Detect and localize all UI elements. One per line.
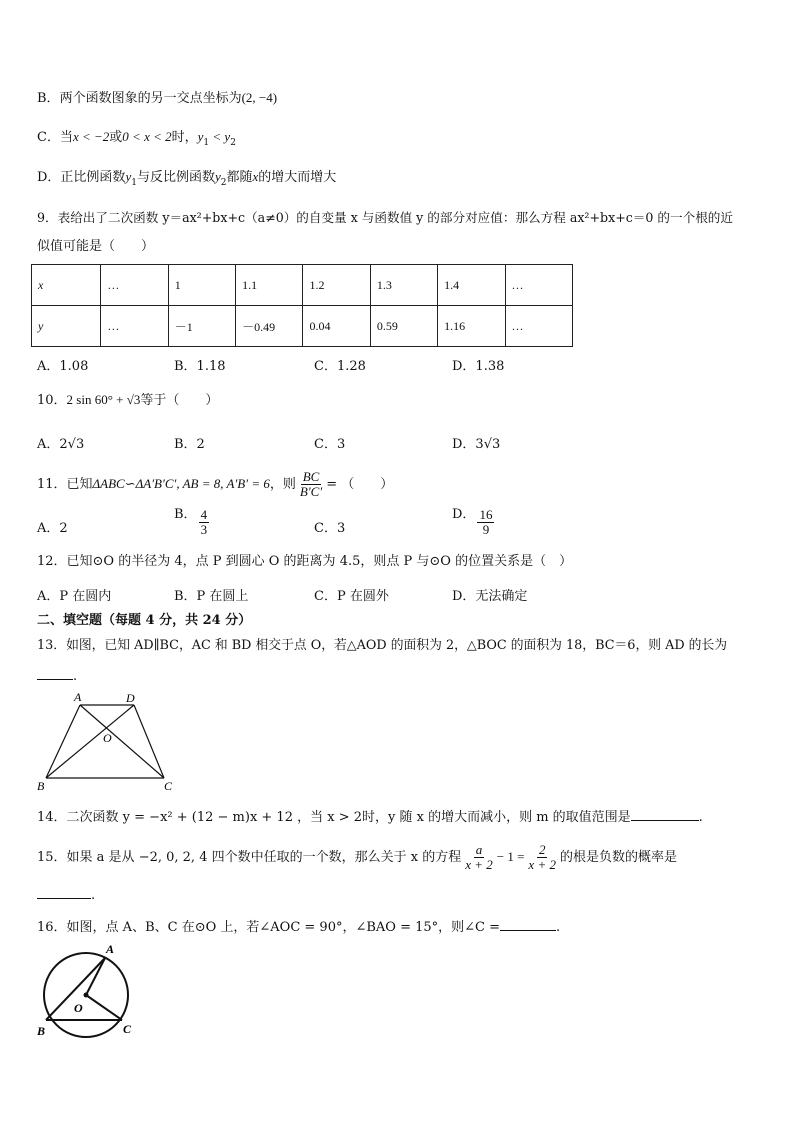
- fraction-numerator: 2: [538, 842, 546, 857]
- choice-c: C．3: [314, 437, 346, 452]
- q8-option-c: [37, 128, 236, 152]
- subscript: 2: [230, 138, 236, 148]
- punctuation: .: [556, 920, 561, 935]
- choice-c: C．1.28: [314, 359, 366, 374]
- choice-b: B．1.18: [174, 359, 226, 374]
- math-expression: ΔABC∽ΔA′B′C′, AB = 8, A′B′ = 6: [92, 476, 270, 491]
- segment-dc: [134, 705, 164, 778]
- fraction: [199, 508, 210, 537]
- math-variable: y: [214, 169, 221, 184]
- table-cell: 1.3: [370, 265, 437, 306]
- table-cell: 1.1: [236, 265, 303, 306]
- table-cell: …: [505, 265, 572, 306]
- math-variable: y: [197, 129, 204, 144]
- question-text: 16．如图，点 A、B、C 在⊙O 上，若∠AOC = 90°，∠BAO = 15°，则∠C =: [37, 920, 501, 935]
- choice-d: D．无法确定: [452, 589, 528, 604]
- table-cell: y: [32, 306, 101, 347]
- choice-b: B．2: [174, 437, 205, 452]
- question-text: 14．二次函数 y = −x² + (12 − m)x + 12 ，当 x > 2时，y 随 x 的增大而减小，则 m 的取值范围是: [37, 810, 631, 825]
- punctuation: .: [73, 669, 78, 684]
- segment-ac: [80, 705, 164, 778]
- segment-bd: [46, 705, 134, 778]
- subscript: 1: [203, 138, 210, 148]
- option-label: D．正比例函数: [37, 170, 126, 185]
- table-cell: 1: [168, 265, 235, 306]
- question-text: = （ ）: [326, 477, 394, 492]
- choice-a: A．P 在圆内: [37, 589, 112, 604]
- table-cell: 0.59: [370, 306, 437, 347]
- choice-b: B．P 在圆上: [174, 589, 249, 604]
- option-text: 或: [109, 130, 123, 145]
- choice-c: C．P 在圆外: [314, 589, 389, 604]
- table-cell: …: [101, 265, 168, 306]
- table-cell: －0.49: [236, 306, 303, 347]
- punctuation: .: [91, 888, 96, 903]
- math-expression: < y: [209, 129, 231, 144]
- fraction-denominator: 9: [482, 522, 490, 537]
- option-label: B．: [174, 507, 197, 522]
- label-d: D: [126, 691, 135, 705]
- label-b: B: [37, 1024, 46, 1038]
- section-heading: 二、填空题（每题 4 分，共 24 分）: [37, 613, 252, 628]
- option-label: C．当: [37, 130, 73, 145]
- label-o: O: [103, 731, 112, 745]
- choice-d: D．1.38: [452, 359, 505, 374]
- math-expression: − 1 =: [496, 849, 525, 864]
- fraction-denominator: B′C′: [299, 484, 323, 499]
- q16-stem: [37, 918, 560, 937]
- fraction-denominator: 3: [200, 522, 208, 537]
- fraction-numerator: 4: [200, 507, 208, 522]
- table-row-y: [32, 306, 573, 347]
- table-cell: 1.16: [438, 306, 505, 347]
- fraction-numerator: BC: [302, 469, 320, 484]
- fraction-denominator: x + 2: [528, 857, 556, 872]
- q10-stem: [37, 391, 218, 410]
- option-text: 两个函数图象的另一交点坐标为: [59, 91, 242, 106]
- option-label: D．: [452, 507, 476, 522]
- question-text: ，则: [269, 477, 296, 492]
- table-cell: x: [32, 265, 101, 306]
- option-label: B．: [37, 91, 60, 106]
- point-coordinate: (2, −4): [241, 90, 278, 105]
- option-text: 时，: [171, 130, 198, 145]
- choice-d: D．3√3: [452, 437, 501, 452]
- q15-answer-line: [37, 886, 95, 905]
- q13-answer-line: [37, 667, 77, 686]
- answer-blank: [500, 918, 556, 931]
- q11-stem: [37, 466, 393, 503]
- table-cell: 1.2: [303, 265, 370, 306]
- label-c: C: [123, 1022, 132, 1036]
- math-expression: 0 < x < 2: [122, 129, 172, 144]
- answer-blank: [631, 808, 699, 821]
- answer-blank: [37, 667, 73, 680]
- label-a: A: [106, 942, 115, 956]
- option-text: 与反比例函数: [136, 170, 215, 185]
- math-expression: x < −2: [72, 129, 110, 144]
- segment-ab: [46, 705, 80, 778]
- option-text: 都随: [226, 170, 253, 185]
- answer-blank: [37, 886, 91, 899]
- segment-oc: [86, 995, 122, 1020]
- fraction-numerator: a: [475, 842, 483, 857]
- q8-option-b: [37, 89, 277, 108]
- q14-stem: [37, 808, 703, 827]
- math-variable: y: [125, 169, 132, 184]
- punctuation: .: [698, 810, 703, 825]
- choice-c: C．3: [314, 521, 346, 536]
- math-variable: x: [252, 169, 259, 184]
- question-text: 等于（ ）: [140, 393, 219, 408]
- table-cell: －1: [168, 306, 235, 347]
- choice-b: [174, 508, 211, 537]
- table-cell: …: [101, 306, 168, 347]
- option-text: 的增大而增大: [258, 170, 337, 185]
- question-text: 15．如果 a 是从 −2, 0, 2, 4 四个数中任取的一个数，那么关于 x 的方程: [37, 850, 462, 865]
- q8-option-d: [37, 168, 336, 192]
- q16-circle-figure: [34, 940, 144, 1040]
- q12-stem: 12．已知⊙O 的半径为 4，点 P 到圆心 O 的距离为 4.5，则点 P 与⊙O 的位置关系是（ ）: [37, 554, 573, 569]
- fraction-denominator: x + 2: [465, 857, 493, 872]
- q9-stem-line1: 9．表给出了二次函数 y＝ax²+bx+c（a≠0）的自变量 x 与函数值 y 的部分对应值：那么方程 ax²+bx+c＝0 的一个根的近: [37, 210, 733, 225]
- fraction: [463, 843, 495, 872]
- label-b: B: [37, 779, 45, 793]
- fraction-numerator: 16: [479, 507, 493, 522]
- q13-trapezoid-figure: [34, 688, 184, 796]
- fraction: [298, 470, 324, 499]
- table-cell: 0.04: [303, 306, 370, 347]
- subscript: 1: [131, 178, 137, 188]
- label-o: O: [74, 1001, 83, 1015]
- choice-a: A．1.08: [37, 359, 89, 374]
- choice-d: [452, 508, 496, 537]
- question-number: 10．: [37, 393, 67, 408]
- table-cell: …: [505, 306, 572, 347]
- fraction: [526, 843, 558, 872]
- label-c: C: [164, 779, 173, 793]
- q9-value-table: [31, 264, 573, 347]
- subscript: 2: [220, 178, 227, 188]
- label-a: A: [74, 690, 82, 704]
- center-point: [84, 993, 89, 998]
- q9-stem-line2: 似值可能是（ ）: [37, 239, 155, 254]
- choice-a: A．2: [37, 521, 68, 536]
- fraction: [477, 508, 494, 537]
- q15-stem: [37, 839, 677, 876]
- table-row-x: [32, 265, 573, 306]
- math-expression: 2 sin 60° + √3: [66, 392, 141, 407]
- segment-ao: [86, 958, 105, 995]
- question-text: 的根是负数的概率是: [559, 850, 677, 865]
- choice-a: A．2√3: [37, 437, 85, 452]
- q13-stem: 13．如图，已知 AD∥BC，AC 和 BD 相交于点 O，若△AOD 的面积为 2，△BOC 的面积为 18，BC＝6，则 AD 的长为: [37, 638, 728, 653]
- question-number: 11．已知: [37, 477, 93, 492]
- table-cell: 1.4: [438, 265, 505, 306]
